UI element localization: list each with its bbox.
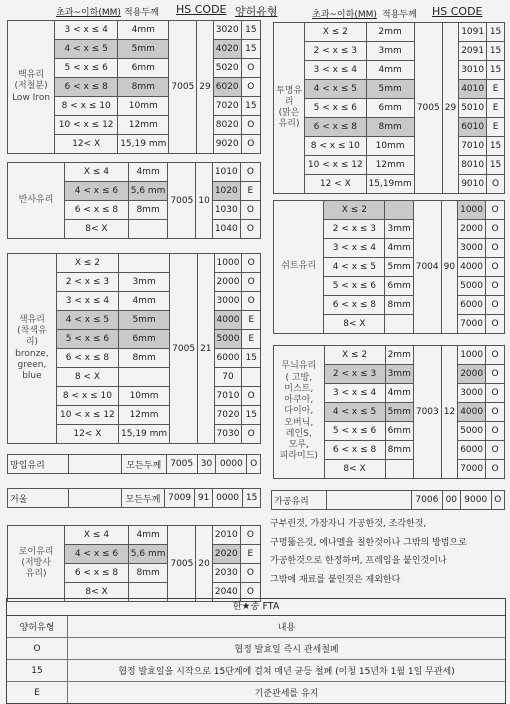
- frosted-thickness: 모든두께: [122, 455, 167, 474]
- thickness-cell: 12mm: [118, 116, 169, 135]
- header-thickness: 적용두께: [124, 8, 159, 18]
- header-license-type: 양허유형: [235, 5, 278, 18]
- range-cell: 6 < x ≤ 8: [324, 296, 385, 315]
- thickness-cell: 8mm: [385, 441, 413, 460]
- hs4-cell: 7005: [168, 526, 196, 602]
- type-cell: O: [240, 583, 260, 602]
- code-cell: 8010: [459, 156, 487, 175]
- thickness-cell: 10mm: [119, 387, 170, 406]
- thickness-cell: 15,19mm: [366, 175, 414, 194]
- thickness-cell: [385, 315, 413, 334]
- hs2-cell: 29: [442, 23, 458, 194]
- range-cell: 8< X: [324, 460, 385, 479]
- range-cell: 2 < x ≤ 3: [324, 365, 385, 384]
- range-cell: 4 < x ≤ 6: [65, 182, 129, 201]
- table-row: [274, 175, 505, 194]
- table-row: [274, 80, 505, 99]
- code-cell: 3000: [214, 292, 242, 311]
- type-cell: O: [486, 365, 505, 384]
- type-cell: 15: [241, 40, 260, 59]
- patterned-table: [273, 345, 505, 479]
- range-cell: 4 < x ≤ 5: [56, 311, 118, 330]
- range-cell: 2 < x ≤ 3: [56, 273, 118, 292]
- code-cell: 7010: [214, 387, 242, 406]
- type-cell: [242, 368, 261, 387]
- code-cell: 1000: [458, 346, 486, 365]
- code-cell: 1091: [459, 23, 487, 42]
- table-row: [274, 118, 505, 137]
- range-cell: 8< X: [65, 583, 129, 602]
- hs4-cell: 7005: [168, 163, 196, 239]
- code-cell: 7000: [458, 460, 486, 479]
- type-cell: O: [486, 258, 505, 277]
- type-cell: 15: [487, 156, 505, 175]
- fta-col-content: 내용: [277, 623, 296, 633]
- code-cell: 2000: [458, 220, 486, 239]
- code-cell: 3010: [459, 61, 487, 80]
- thickness-cell: 12mm: [366, 156, 414, 175]
- type-cell: O: [240, 220, 260, 239]
- type-cell: O: [240, 201, 260, 220]
- header-range-right: 초과~이하(MM): [312, 10, 377, 20]
- thickness-cell: 8mm: [119, 349, 170, 368]
- range-cell: 4 < x ≤ 6: [65, 545, 129, 564]
- thickness-cell: 5,6 mm: [128, 545, 168, 564]
- hs2-cell: 12: [441, 346, 457, 479]
- range-cell: 5 < x ≤ 6: [56, 330, 118, 349]
- thickness-cell: 2mm: [366, 23, 414, 42]
- hs4-cell: 7005: [414, 23, 442, 194]
- table-row: [274, 99, 505, 118]
- range-cell: 2 < x ≤ 3: [305, 42, 366, 61]
- type-cell: 15: [487, 61, 505, 80]
- type-cell: E: [487, 99, 505, 118]
- fta-col-type: 양허유형: [7, 616, 68, 638]
- code-cell: 1030: [212, 201, 240, 220]
- processed-type: O: [491, 491, 504, 510]
- type-cell: E: [242, 311, 261, 330]
- code-cell: 70: [214, 368, 242, 387]
- hs4-cell: 7005: [170, 254, 198, 444]
- code-cell: 1010: [212, 163, 240, 182]
- type-cell: O: [241, 78, 260, 97]
- table-row: [274, 61, 505, 80]
- type-cell: O: [486, 441, 505, 460]
- type-cell: O: [486, 277, 505, 296]
- mirror-thickness: 모든두께: [122, 489, 165, 508]
- thickness-cell: 5mm: [385, 403, 413, 422]
- code-cell: 5000: [458, 277, 486, 296]
- frosted-code: 0000: [216, 455, 247, 474]
- type-cell: O: [242, 292, 261, 311]
- thickness-cell: 4mm: [385, 384, 413, 403]
- table-row: [8, 254, 261, 273]
- thickness-cell: [119, 254, 170, 273]
- table-row: [8, 21, 261, 40]
- thickness-cell: 8mm: [385, 296, 413, 315]
- note-line: 구부린것, 가장자니 가공한것, 조각한것,: [270, 519, 427, 529]
- processed-hs2: 00: [442, 491, 460, 510]
- code-cell: 5000: [458, 422, 486, 441]
- code-cell: 3000: [458, 384, 486, 403]
- thickness-cell: 3mm: [385, 365, 413, 384]
- table-row: [274, 23, 505, 42]
- thickness-cell: 12mm: [119, 406, 170, 425]
- fta-title: 한★중 FTA: [7, 599, 505, 616]
- type-cell: O: [242, 273, 261, 292]
- fta-type: O: [7, 638, 68, 660]
- code-cell: 4000: [214, 311, 242, 330]
- thickness-cell: 5mm: [385, 258, 413, 277]
- note-line: 구멍뚫은것, 에나멜을 칠한것이나 그밖의 방법으로: [270, 537, 467, 548]
- code-cell: 7020: [214, 406, 242, 425]
- thickness-cell: 6mm: [385, 422, 413, 441]
- code-cell: 2040: [212, 583, 240, 602]
- processed-code: 9000: [460, 491, 491, 510]
- thickness-cell: [385, 460, 413, 479]
- thickness-cell: 3mm: [119, 273, 170, 292]
- thickness-cell: 5,6 mm: [128, 182, 168, 201]
- code-cell: 7010: [459, 137, 487, 156]
- fta-content: 기준관세를 유지: [68, 682, 506, 704]
- mirror-table: [7, 488, 261, 508]
- category-cell: 반사유리: [8, 163, 65, 239]
- thickness-cell: 10mm: [118, 97, 169, 116]
- header-hs-code: HS CODE: [176, 3, 227, 16]
- thickness-cell: [128, 220, 168, 239]
- hs4-cell: 7005: [169, 21, 197, 154]
- code-cell: 4020: [213, 40, 241, 59]
- hs2-cell: 10: [196, 163, 212, 239]
- code-cell: 7020: [213, 97, 241, 116]
- type-cell: 15: [487, 23, 505, 42]
- thickness-cell: 15,19 mm: [119, 425, 170, 444]
- range-cell: 5 < x ≤ 6: [324, 422, 385, 441]
- thickness-cell: 4mm: [385, 239, 413, 258]
- range-cell: 6 < x ≤ 8: [324, 441, 385, 460]
- table-row: [8, 163, 261, 182]
- table-row: [274, 346, 505, 365]
- type-cell: O: [240, 564, 260, 583]
- type-cell: O: [486, 315, 505, 334]
- type-cell: E: [487, 118, 505, 137]
- code-cell: 3000: [458, 239, 486, 258]
- range-cell: 12 < X: [305, 175, 366, 194]
- type-cell: O: [242, 387, 261, 406]
- range-cell: 8< X: [65, 220, 129, 239]
- category-cell: 색유리 (착색유 리) bronze, green, blue: [8, 254, 57, 444]
- type-cell: 15: [242, 349, 261, 368]
- thickness-cell: 6mm: [366, 99, 414, 118]
- thickness-cell: 3mm: [385, 220, 413, 239]
- thickness-cell: 8mm: [118, 78, 169, 97]
- processed-category: 가공유리: [272, 491, 327, 510]
- table-row: [274, 137, 505, 156]
- range-cell: X ≤ 2: [305, 23, 366, 42]
- thickness-cell: 4mm: [366, 61, 414, 80]
- range-cell: 3 < x ≤ 4: [55, 21, 118, 40]
- thickness-cell: 6mm: [119, 330, 170, 349]
- hs4-cell: 7004: [413, 201, 441, 334]
- code-cell: 8020: [213, 116, 241, 135]
- code-cell: 1000: [214, 254, 242, 273]
- type-cell: O: [486, 460, 505, 479]
- range-cell: X ≤ 2: [324, 201, 385, 220]
- code-cell: 6000: [214, 349, 242, 368]
- range-cell: 3 < x ≤ 4: [324, 239, 385, 258]
- code-cell: 5000: [214, 330, 242, 349]
- table-row: [8, 526, 261, 545]
- type-cell: 15: [241, 21, 260, 40]
- hs2-cell: 21: [198, 254, 214, 444]
- thickness-cell: 3mm: [366, 42, 414, 61]
- processed-note: [270, 515, 505, 589]
- code-cell: 1020: [212, 182, 240, 201]
- range-cell: 8< X: [324, 315, 385, 334]
- range-cell: 6 < x ≤ 8: [55, 78, 118, 97]
- code-cell: 2091: [459, 42, 487, 61]
- processed-hs4: 7006: [412, 491, 443, 510]
- range-cell: 6 < x ≤ 8: [56, 349, 118, 368]
- type-cell: O: [486, 384, 505, 403]
- code-cell: 6000: [458, 296, 486, 315]
- range-cell: 4 < x ≤ 5: [324, 403, 385, 422]
- range-cell: 5 < x ≤ 6: [324, 277, 385, 296]
- range-cell: 3 < x ≤ 4: [305, 61, 366, 80]
- type-cell: O: [486, 220, 505, 239]
- code-cell: 4010: [459, 80, 487, 99]
- thickness-cell: [119, 368, 170, 387]
- code-cell: 6010: [459, 118, 487, 137]
- range-cell: 8 < X: [56, 368, 118, 387]
- frosted-hs4: 7005: [166, 455, 197, 474]
- fta-legend-table: [7, 616, 505, 703]
- range-cell: X ≤ 2: [324, 346, 385, 365]
- type-cell: O: [241, 59, 260, 78]
- range-cell: 4 < x ≤ 5: [324, 258, 385, 277]
- code-cell: 2020: [212, 545, 240, 564]
- header-range: 초과~이하(MM): [56, 8, 121, 18]
- reflective-table: [7, 162, 261, 239]
- thickness-cell: 15,19 mm: [118, 135, 169, 154]
- range-cell: 10 < x ≤ 12: [56, 406, 118, 425]
- table-row: [274, 42, 505, 61]
- range-cell: 3 < x ≤ 4: [56, 292, 118, 311]
- thickness-cell: 4mm: [119, 292, 170, 311]
- type-cell: O: [486, 201, 505, 220]
- thickness-cell: 8mm: [366, 118, 414, 137]
- type-cell: E: [242, 330, 261, 349]
- table-row: [274, 156, 505, 175]
- type-cell: O: [487, 175, 505, 194]
- range-cell: 10 < x ≤ 12: [305, 156, 366, 175]
- range-cell: 8 < x ≤ 10: [56, 387, 118, 406]
- code-cell: 2030: [212, 564, 240, 583]
- type-cell: O: [486, 239, 505, 258]
- hs4-cell: 7003: [413, 346, 441, 479]
- thickness-cell: [385, 201, 413, 220]
- range-cell: 12< X: [56, 425, 118, 444]
- thickness-cell: 8mm: [128, 564, 168, 583]
- mirror-hs4: 7009: [165, 489, 195, 508]
- category-cell: 무늬유리 ( 고방, 미스트, 아쿠아, 다이아, 오버닉, 레인S, 모루, 피라미드): [274, 346, 325, 479]
- tinted-table: [7, 253, 261, 444]
- code-cell: 6000: [458, 441, 486, 460]
- range-cell: 12< X: [55, 135, 118, 154]
- code-cell: 3020: [213, 21, 241, 40]
- thickness-cell: 4mm: [118, 21, 169, 40]
- category-cell: 로이유리 (저방사 유리): [8, 526, 65, 602]
- code-cell: 4000: [458, 403, 486, 422]
- type-cell: 15: [242, 406, 261, 425]
- table-row: [274, 201, 505, 220]
- fta-legend: [6, 598, 506, 704]
- type-cell: O: [242, 254, 261, 273]
- mirror-type: 15: [243, 489, 261, 508]
- type-cell: O: [486, 422, 505, 441]
- hs2-cell: 90: [441, 201, 457, 334]
- frosted-type: O: [247, 455, 261, 474]
- range-cell: 5 < x ≤ 6: [305, 99, 366, 118]
- range-cell: 6 < x ≤ 8: [65, 201, 129, 220]
- frosted-hs2: 30: [197, 455, 215, 474]
- fta-content: 협정 발효일 즉시 관세철폐: [68, 638, 506, 660]
- category-cell: 백유리 (저철분) Low Iron: [8, 21, 55, 154]
- type-cell: 15: [487, 42, 505, 61]
- thickness-cell: 10mm: [366, 137, 414, 156]
- low-iron-table: [7, 20, 261, 154]
- code-cell: 9020: [213, 135, 241, 154]
- range-cell: 8 < x ≤ 10: [55, 97, 118, 116]
- code-cell: 7000: [458, 315, 486, 334]
- note-line: 가공한것으로 한정하며, 프레임을 붙인것이나: [270, 556, 447, 566]
- frosted-category: 망입유리: [8, 455, 69, 474]
- range-cell: 5 < x ≤ 6: [55, 59, 118, 78]
- code-cell: 1040: [212, 220, 240, 239]
- thickness-cell: 2mm: [385, 346, 413, 365]
- type-cell: 15: [241, 97, 260, 116]
- range-cell: 8 < x ≤ 10: [305, 137, 366, 156]
- mirror-hs2: 91: [195, 489, 213, 508]
- code-cell: 5020: [213, 59, 241, 78]
- frosted-table: [7, 454, 261, 474]
- lowe-table: [7, 525, 261, 602]
- range-cell: X ≤ 2: [56, 254, 118, 273]
- category-cell: 쉬트유리: [274, 201, 324, 334]
- thickness-cell: 4mm: [128, 526, 168, 545]
- code-cell: 5010: [459, 99, 487, 118]
- range-cell: 4 < x ≤ 5: [55, 40, 118, 59]
- code-cell: 4000: [458, 258, 486, 277]
- hs2-cell: 20: [196, 526, 212, 602]
- category-cell: 투명유리 (맑은유리): [274, 23, 305, 194]
- type-cell: O: [486, 296, 505, 315]
- mirror-category: 거울: [8, 489, 69, 508]
- code-cell: 7030: [214, 425, 242, 444]
- type-cell: E: [240, 182, 260, 201]
- fta-type: E: [7, 682, 68, 704]
- note-line: 그밖에 재료를 붙인것은 제외한다: [270, 574, 401, 585]
- processed-table: [271, 490, 505, 510]
- type-cell: E: [487, 80, 505, 99]
- type-cell: 15: [487, 137, 505, 156]
- type-cell: O: [241, 116, 260, 135]
- fta-content: 협정 발효일을 시작으로 15단계에 걸쳐 매년 균등 철폐 (이청 15년차 1월 1일 무관세): [68, 660, 506, 682]
- code-cell: 2000: [458, 365, 486, 384]
- range-cell: 10 < x ≤ 12: [55, 116, 118, 135]
- thickness-cell: 6mm: [118, 59, 169, 78]
- clear-table: [273, 22, 505, 194]
- type-cell: O: [486, 403, 505, 422]
- type-cell: E: [240, 545, 260, 564]
- range-cell: X ≤ 4: [65, 526, 129, 545]
- type-cell: O: [240, 163, 260, 182]
- range-cell: 4 < x ≤ 5: [305, 80, 366, 99]
- header-hs-code-right: HS CODE: [432, 5, 483, 18]
- type-cell: O: [486, 346, 505, 365]
- header-thickness-right: 적용두께: [382, 10, 417, 20]
- range-cell: 6 < x ≤ 8: [65, 564, 129, 583]
- thickness-cell: 8mm: [128, 201, 168, 220]
- type-cell: O: [241, 135, 260, 154]
- thickness-cell: 6mm: [385, 277, 413, 296]
- code-cell: 2000: [214, 273, 242, 292]
- sheet-table: [273, 200, 505, 334]
- fta-type: 15: [7, 660, 68, 682]
- code-cell: 6020: [213, 78, 241, 97]
- code-cell: 9010: [459, 175, 487, 194]
- type-cell: O: [240, 526, 260, 545]
- thickness-cell: 5mm: [119, 311, 170, 330]
- hs2-cell: 29: [197, 21, 213, 154]
- type-cell: O: [242, 425, 261, 444]
- thickness-cell: 5mm: [366, 80, 414, 99]
- thickness-cell: 4mm: [128, 163, 168, 182]
- thickness-cell: 5mm: [118, 40, 169, 59]
- range-cell: 6 < x ≤ 8: [305, 118, 366, 137]
- code-cell: 2010: [212, 526, 240, 545]
- mirror-code: 0000: [213, 489, 243, 508]
- range-cell: 3 < x ≤ 4: [324, 384, 385, 403]
- code-cell: 1000: [458, 201, 486, 220]
- range-cell: X ≤ 4: [65, 163, 129, 182]
- range-cell: 2 < x ≤ 3: [324, 220, 385, 239]
